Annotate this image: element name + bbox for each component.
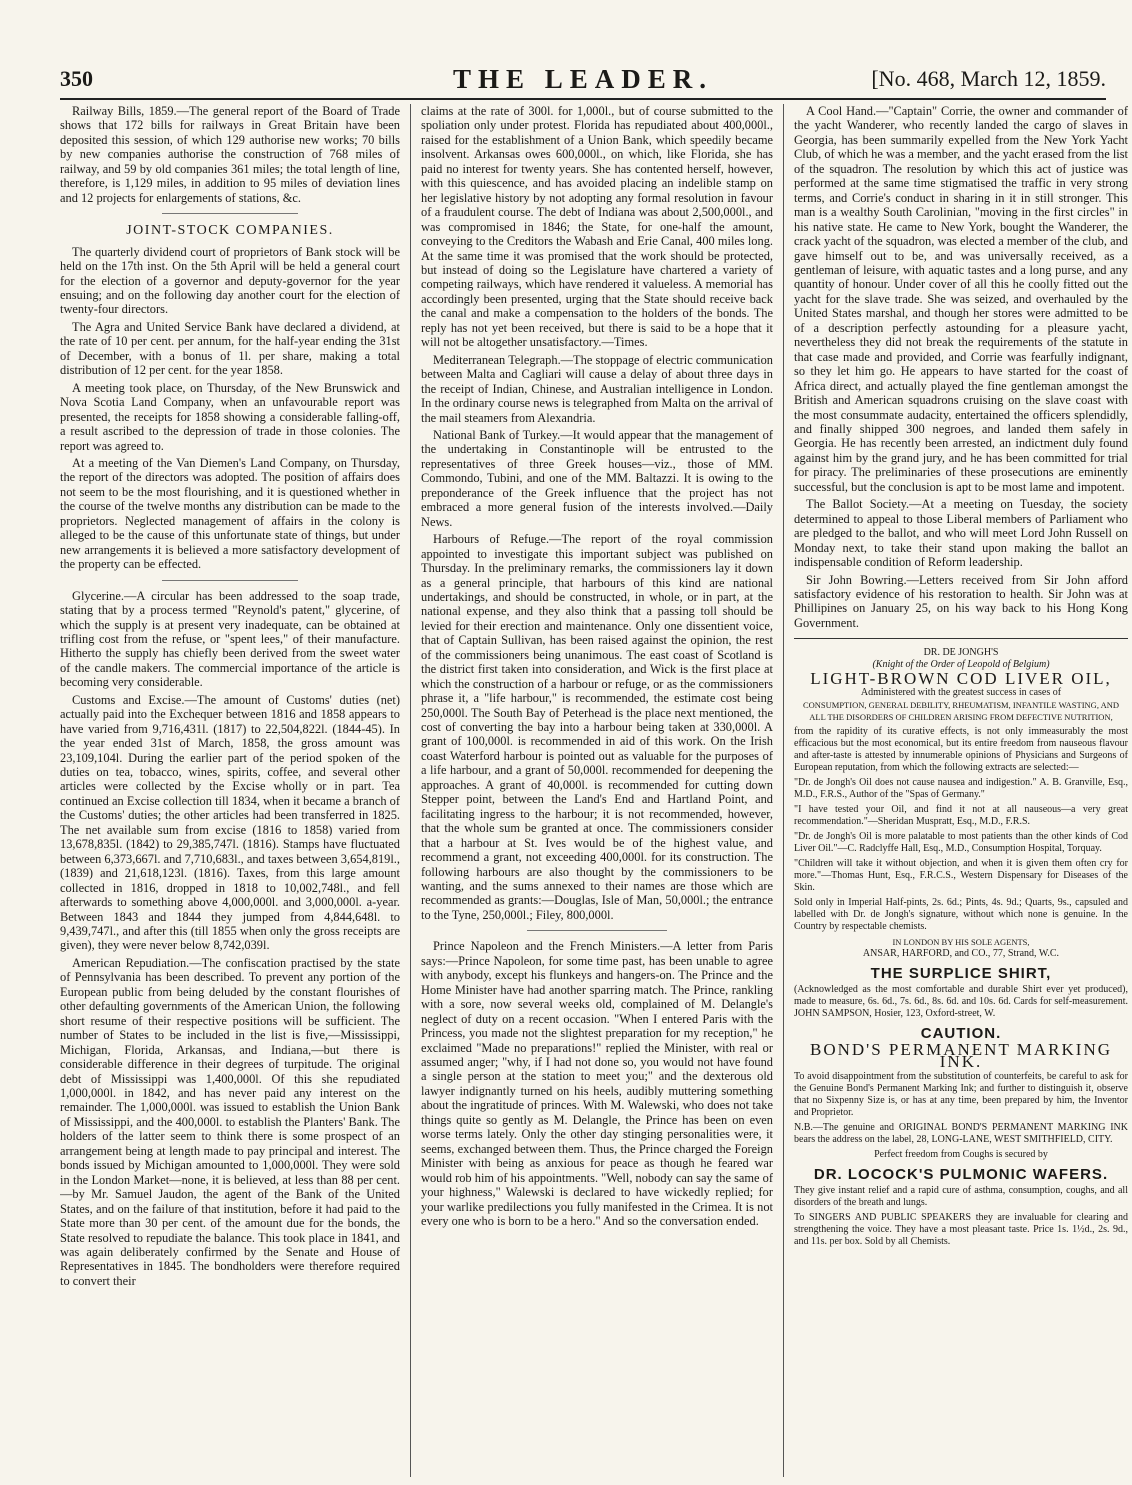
advert-surplice-shirt	[794, 965, 1128, 1020]
article-bank-of-turkey: National Bank of Turkey.—It would appear that the management of the undertaking in Constantinople will be entrusted to the representatives of three Greek houses—viz., those of MM. Commondo, Tubini, and one of the MM. Baltazzi. It is owing to the preponderance of the Greek influence that the project has not embraced a more general fusion of the interests involved.—Daily News.	[421, 427, 773, 529]
advert-title: DR. LOCOCK'S PULMONIC WAFERS.	[813, 1166, 1109, 1184]
article-ballot-society: The Ballot Society.—At a meeting on Tuesday, the society determined to appeal to those Liberal members of Parliament who are pledged to the ballot, and who will meet Lord John Russell on Monday next, to take their stand upon making the ballot an indispensable condition of Reform leadership.	[794, 497, 1128, 570]
advert-body: (Acknowledged as the most comfortable and durable Shirt ever yet produced), made to measure, 6s. 6d., 7s. 6d., 8s. 6d. and 10s. 6d. Cards for self-measurement. JOHN SAMPSON, Hosier, 123, Oxford-street, W.	[794, 984, 1128, 1020]
issue-date: [No. 468, March 12, 1859.	[871, 66, 1106, 91]
article-mediterranean-telegraph: Mediterranean Telegraph.—The stoppage of electric communication between Malta and Cagliari will cause a delay of about three days in the receipt of Indian, Chinese, and Australian intelligence in London. In the ordinary course news is telegraphed from Malta on the arrival of the mail steamers from Alexandria.	[421, 352, 773, 425]
advert-body: from the rapidity of its curative effects, is not only immeasurably the most efficacious but the most economical, but its entire freedom from nauseous flavour and after-taste is attested by innumerable opinions of Physicians and Surgeons of European reputation, from which the following extracts are selected:—	[794, 726, 1128, 774]
divider	[162, 213, 298, 214]
advert-knight: (Knight of the Order of Leopold of Belgium)	[872, 659, 1050, 671]
article-glycerine: Glycerine.—A circular has been addressed to the soap trade, stating that by a process termed "Reynold's patent," glycerine, of which the supply is at present very inadequate, can be obtained at trifling cost from the refuse, or "spent lees," of their manufacture. Hitherto the supply has chiefly been derived from the sweet water of the candle makers. The commercial importance of the article is becoming very considerable.	[60, 588, 400, 690]
advert-title: CAUTION.	[920, 1025, 1002, 1043]
column-rule	[783, 104, 784, 1477]
divider	[794, 638, 1128, 639]
column-1	[60, 104, 400, 1477]
article-american-repudiation: American Repudiation.—The confiscation practised by the state of Pennsylvania has been described. To prevent any portion of the European public from being deluded by the constant flourishes of other defaulting governments of the American Union, the following short resume of their respective positions will be sufficient. The number of States to be included in the list is five,—Mississippi, Michigan, Florida, Arkansas, and Indiana,—but there is considerable difference in their degrees of turpitude. The original debt of Mississippi was 1,400,000l. Of this she repudiated 1,000,000l. in 1842, and has never paid any interest on the remainder. The 1,000,000l. was issued to establish the Union Bank of Mississippi, and the 400,000l. to establish the Planters' Bank. The holders of the latter seem to think there is some prospect of an arrangement being at length made to pay principal and interest. The bonds issued by Michigan amounted to 1,000,000l. They were sold in the London Market—none, it is believed, at less than 88 per cent.—by Mr. Samuel Jaudon, the agent of the Bank of the United States, and on the failure of that institution, before it had paid to the State more than 30 per cent. of the amount due for the bonds, the State resolved to repudiate the balance. This took place in 1841, and was again deliberately confirmed by the Senate and House of Representatives in 1845. The bondholders were therefore required to convert their	[60, 955, 400, 1288]
paragraph: At a meeting of the Van Diemen's Land Company, on Thursday, the report of the directors was adopted. The position of affairs does not seem to be the most flourishing, and it is questioned whether in the course of the twelve months any distribution can be made to the proprietors. Neglected management of affairs in the colony is alleged to be the cause of this unfortunate state of things, but under new arrangements it is believed a more satisfactory development of the property can be effected.	[60, 455, 400, 572]
advert-conditions: CONSUMPTION, GENERAL DEBILITY, RHEUMATISM, INFANTILE WASTING, AND ALL THE DISORDERS OF CHILDREN ARISING FROM DEFECTIVE NUTRITION,	[802, 700, 1120, 723]
article-railway-bills: Railway Bills, 1859.—The general report of the Board of Trade shows that 172 bills for railways in Great Britain have been deposited this session, of which 129 authorise new works; 70 bills by new companies authorise the construction of 768 miles of railway, and 59 by old companies 361 miles; the total length of line, therefore, is 1,129 miles, in addition to 95 miles of deviation lines and 12 projects for enlargements of stations, &c.	[60, 104, 400, 205]
divider	[162, 580, 298, 581]
advert-subtitle: Administered with the greatest success in cases of	[860, 687, 1062, 699]
advert-doctor: DR. DE JONGH'S	[923, 647, 999, 659]
advert-product: BOND'S PERMANENT MARKING INK.	[810, 1040, 1112, 1072]
advert-title: THE SURPLICE SHIRT,	[870, 965, 1052, 983]
advert-agents: ANSAR, HARFORD, and CO., 77, Strand, W.C.	[862, 948, 1060, 960]
advert-body: To SINGERS AND PUBLIC SPEAKERS they are invaluable for clearing and strengthening the voice. They have a most pleasant taste. Price 1s. 1½d., 2s. 9d., and 11s. per box. Sold by all Chemists.	[794, 1212, 1128, 1248]
column-rule	[410, 104, 411, 1477]
article-prince-napoleon: Prince Napoleon and the French Ministers.—A letter from Paris says:—Prince Napoleon, for some time past, has been unable to agree with anybody, except his flunkeys and hangers-on. The Prince and the Home Minister have had another sparring match. The Prince, rankling with a sore, now several weeks old, complained of M. Delangle's neglect of duty on a recent occasion. "When I entered Paris with the Princess, you made not the slightest preparation for my reception," he exclaimed "Made no preparations!" replied the Minister, with real or assumed anger; "why, if I had not done so, you would not have found a single person at the station to meet you;" and the dexterous old lawyer indignantly turned on his heels, audibly muttering something about the ingratitude of princes. With M. Walewski, who does not take things quite so gently as M. Delangle, the Prince has been on even worse terms lately. Only the other day stinging personalities were, it seems, exchanged between them. Thus, the Prince charged the Foreign Minister with being as anxious for peace as though he feared war would rob him of his appointments. "Well, nobody can say the same of your highness," Walewski is declared to have wickedly replied; for your warlike predilections you fully manifested in the Crimea. It is not every one who is born to be a hero." And so the conversation ended.	[421, 939, 773, 1228]
column-3	[794, 104, 1128, 1477]
advert-quote: "I have tested your Oil, and find it not at all nauseous—a very great recommendation."—Sheridan Muspratt, Esq., M.D., F.R.S.	[794, 804, 1128, 828]
advert-quote: "Dr. de Jongh's Oil does not cause nausea and indigestion." A. B. Granville, Esq., M.D., F.R.S., Author of the "Spas of Germany."	[794, 777, 1128, 801]
advert-title: LIGHT-BROWN COD LIVER OIL,	[810, 669, 1112, 689]
advert-quote: "Children will take it without objection, and when it is given them often cry for more."—Thomas Hunt, Esq., F.R.C.S., Western Dispensary for Diseases of the Skin.	[794, 858, 1128, 894]
advert-body: They give instant relief and a rapid cure of asthma, consumption, coughs, and all disorders of the breath and lungs.	[794, 1185, 1128, 1209]
divider	[527, 930, 668, 931]
advert-quote: "Dr. de Jongh's Oil is more palatable to most patients than the other kinds of Cod Liver Oil."—C. Radclyffe Hall, Esq., M.D., Consumption Hospital, Torquay.	[794, 831, 1128, 855]
column-2	[421, 104, 773, 1477]
article-customs-excise: Customs and Excise.—The amount of Customs' duties (net) actually paid into the Exchequer between 1816 and 1858 appears to have varied from 9,716,431l. (1817) to 22,504,822l. (1844-45). In the year ended 31st of March, 1858, the gross amount was 23,109,104l. During the earlier part of the period spoken of the duties on tea, tobacco, wines, spirits, coffee, and several other articles were collected by the Excise wholly or in part. Tea continued an Excise collection till 1834, when it became a branch of the Customs' duties; the other articles had been transferred in 1825. The net available sum from excise (1816 to 1858) varied from 13,678,835l. (1842) to 29,385,747l. (1816). Stamps have fluctuated between 6,373,667l. and 7,710,683l., and taxes between 3,654,819l., (1839) and 21,618,123l. (1816). Taxes, from this large amount collected in 1816, dropped in 1818 to 10,002,748l., and fell afterwards to something above 4,000,000l. and 3,000,000l. a-year. Between 1843 and 1844 they jumped from 4,844,648l. to 9,439,747l., and after this (till 1855 when only the gross receipts are given), they were never below 8,742,039l.	[60, 692, 400, 953]
advert-pulmonic-wafers	[794, 1149, 1128, 1248]
article-cool-hand: A Cool Hand.—"Captain" Corrie, the owner and commander of the yacht Wanderer, who recently landed the cargo of slaves in Georgia, has been summarily expelled from the New York Yacht Club, of which he was a member, and the yacht erased from the list of the squadron. The resolution by which this act of justice was performed at the same time stigmatised the traffic in very strong terms, and Corrie's conduct in sharing in it in still stronger. This man is a wealthy South Carolinian, "moving in the first circles" in his native state. He came to New York, bought the Wanderer, the crack yacht of the squadron, was elected a member of the club, and gave himself out to be, and was universally received, as a gentleman of leisure, with aquatic tastes and a long purse, and any quantity of honour. Under cover of all this he coolly fitted out the yacht for the slave trade. She was seized, and overhauled by the United States marshal, and though her stores were admitted to be of a description perfectly astounding for a pleasure yacht, nevertheless they did not break the requirements of the statute in that case made and provided, and Corrie was fearfully indignant, so they let him go. He appears to have started for the coast of Africa direct, and actually played the fine gentleman amongst the British and American squadrons cruising on the slave coast with the most consummate audacity, entertained the officers splendidly, and finally shipped 300 negroes, and landed them safely in Georgia. He has recently been arrested, an indictment duly found against him by the grand jury, and he has been committed for trial for piracy. The preliminaries of these prosecutions are eminently successful, but the conclusion is apt to be most lame and impotent.	[794, 104, 1128, 494]
advert-agents-intro: IN LONDON BY HIS SOLE AGENTS,	[892, 937, 1030, 948]
page-number: 350	[60, 66, 93, 91]
advert-sold: Sold only in Imperial Half-pints, 2s. 6d.; Pints, 4s. 9d.; Quarts, 9s., capsuled and labelled with Dr. de Jongh's signature, without which none is genuine. In the Country by respectable chemists.	[794, 897, 1128, 933]
advert-marking-ink	[794, 1025, 1128, 1146]
article-harbours-of-refuge: Harbours of Refuge.—The report of the royal commission appointed to investigate this important subject was published on Thursday. In the preliminary remarks, the commissioners lay it down as a general principle, that harbours of this kind are national undertakings, and should be constructed, in whole, or in part, at the national expense, and they also think that a passing toll should be levied for their erection and maintenance. Only one dissentient voice, that of Captain Sullivan, has been raised against the opinion, the rest of the commissioners being unanimous. The east coast of Scotland is the district first taken into consideration, and Wick is the first place at which the construction of a harbour or refuge, or as the commissioners phrase it, a "life harbour," is recommended, the estimate cost being 250,000l. The South Bay of Peterhead is the place next mentioned, the cost of converting the bay into a harbour being taken at 330,000l. A grant of 100,000l. is recommended in aid of this work. On the Irish coast Waterford harbour is pointed out as valuable for the purposes of a life harbour, and a grant of 50,000l. recommended for deepening the approaches. A grant of 40,000l. is recommended for cutting down Stepper point, between the Land's End and Hartland Point, and facilitating ingress to the harbour; it is not recommended, however, that the whole sum be granted at once. The commissioners consider that a harbour at St. Ives would be of the highest value, and recommend a grant, not exceeding 400,000l. for its construction. The following harbours are also thought by the commissioners to be wanting, and the sums annexed to their names are those which are recommended as grants:—Douglas, Isle of Man, 50,000l.; the entrance to the Tyne, 250,000l.; Filey, 800,000l.	[421, 532, 773, 922]
newspaper-title: THE LEADER.	[452, 64, 714, 94]
advert-intro: Perfect freedom from Coughs is secured by	[874, 1149, 1048, 1161]
advert-note: N.B.—The genuine and ORIGINAL BOND'S PERMANENT MARKING INK bears the address on the label, 28, LONG-LANE, WEST SMITHFIELD, CITY.	[794, 1122, 1128, 1146]
advert-cod-liver-oil	[794, 647, 1128, 960]
article-continuation: claims at the rate of 300l. for 1,000l., but of course submitted to the spoliation only under protest. Florida has repudiated about 400,000l., raised for the establishment of a Union Bank, which speedily became insolvent. Arkansas owes 600,000l., on which, like Florida, she has paid no interest for twenty years. She has contented herself, however, with this quiescence, and has avoided placing an indelible stamp on her legislative history by not adopting any formal resolution in favour of a fraudulent course. The debt of Indiana was about 2,500,000l., and was compromised in 1846; the State, for one-half the amount, conveying to the Creditors the Wabash and Erie Canal, 400 miles long. At the same time it was promised that the work should be protected, but instead of doing so the Legislature have chartered a variety of competing railways, which have rendered it valueless. A memorial has accordingly been presented, urging that the State should receive back the canal and make a compensation to the holders of the bonds. The reply has not yet been received, but there is said to be a hope that it will not be altogether unsatisfactory.—Times.	[421, 104, 773, 350]
columns	[60, 104, 1128, 1477]
advert-body: To avoid disappointment from the substitution of counterfeits, be careful to ask for the Genuine Bond's Permanent Marking Ink; and further to distinguish it, observe that no Sixpenny Size is, or has at any time, been prepared by him, the Inventor and Proprietor.	[794, 1071, 1128, 1119]
section-heading-joint-stock: JOINT-STOCK COMPANIES.	[126, 223, 334, 239]
paragraph: The Agra and United Service Bank have declared a dividend, at the rate of 10 per cent. per annum, for the half-year ending the 31st of December, with a bonus of 1l. per share, making a total distribution of 12 per cent. for the year 1858.	[60, 319, 400, 378]
masthead	[60, 62, 1106, 100]
article-john-bowring: Sir John Bowring.—Letters received from Sir John afford satisfactory evidence of his restoration to health. Sir John was at Phillipines on January 25, on his way back to his Hong Kong Government.	[794, 572, 1128, 630]
paragraph: A meeting took place, on Thursday, of the New Brunswick and Nova Scotia Land Company, when an unfavourable report was presented, the receipts for 1858 showing a considerable falling-off, a result ascribed to the depression of trade in those colonies. The report was agreed to.	[60, 380, 400, 453]
paragraph: The quarterly dividend court of proprietors of Bank stock will be held on the 17th inst. On the 5th April will be held a general court for the election of a governor and deputy-governor for the year ensuing; and on the following day another court for the election of twenty-four directors.	[60, 244, 400, 317]
